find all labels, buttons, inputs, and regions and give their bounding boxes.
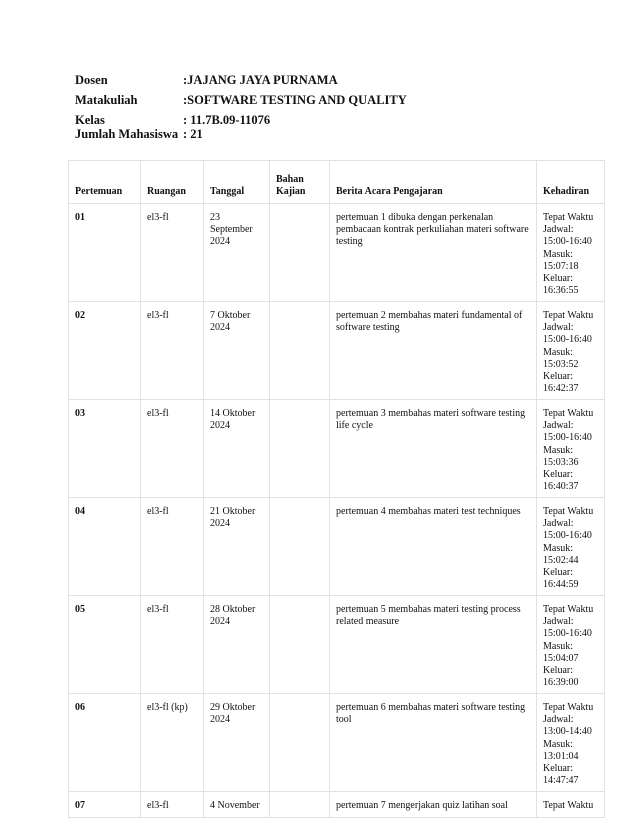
berita-acara-cell: pertemuan 7 mengerjakan quiz latihan soal [330,792,537,818]
kehadiran-status: Tepat Waktu [543,408,594,419]
column-header-bahan-kajian: Bahan Kajian [270,161,330,204]
tanggal-cell: 7 Oktober 2024 [204,302,270,400]
kehadiran-jadwal-label: Jadwal: [543,224,574,236]
kehadiran-keluar-label: Keluar: [543,273,573,285]
table-row [69,400,605,498]
kehadiran-cell [537,498,605,596]
bahan-kajian-cell [270,694,330,792]
kehadiran-keluar-value: 16:36:55 [543,285,579,297]
pertemuan-cell: 04 [69,498,141,596]
matakuliah-value: :SOFTWARE TESTING AND QUALITY [183,93,407,107]
ruangan-cell: el3-fl [141,302,204,400]
table-row [69,498,605,596]
kehadiran-jadwal-value: 15:00-16:40 [543,334,592,346]
table-header-row [69,161,605,204]
kehadiran-status: Tepat Waktu [543,604,594,615]
bahan-kajian-cell [270,400,330,498]
dosen-label: Dosen [75,73,108,87]
attendance-table [68,160,605,818]
bahan-kajian-cell [270,596,330,694]
kehadiran-cell [537,204,605,302]
ruangan-cell: el3-fl [141,400,204,498]
kehadiran-cell [537,596,605,694]
kehadiran-masuk-label: Masuk: [543,444,573,456]
ruangan-cell: el3-fl [141,792,204,818]
matakuliah-label: Matakuliah [75,93,138,107]
tanggal-cell: 4 November [204,792,270,818]
pertemuan-cell: 06 [69,694,141,792]
bahan-kajian-cell [270,498,330,596]
table-row [69,596,605,694]
tanggal-cell: 28 Oktober 2024 [204,596,270,694]
kehadiran-jadwal-label: Jadwal: [543,322,574,334]
kehadiran-keluar-value: 16:39:00 [543,677,579,689]
table-row [69,694,605,792]
pertemuan-cell: 02 [69,302,141,400]
column-header-pertemuan: Pertemuan [69,161,141,204]
berita-acara-cell: pertemuan 2 membahas materi fundamental of software testing [330,302,537,400]
berita-acara-cell: pertemuan 5 membahas materi testing process related measure [330,596,537,694]
kehadiran-jadwal-label: Jadwal: [543,616,574,628]
matakuliah-row [75,93,407,108]
kehadiran-jadwal-label: Jadwal: [543,518,574,530]
table-row [69,302,605,400]
kehadiran-masuk-label: Masuk: [543,346,573,358]
pertemuan-cell: 05 [69,596,141,694]
kehadiran-masuk-value: 15:02:44 [543,554,579,566]
bahan-kajian-cell [270,302,330,400]
kehadiran-cell [537,302,605,400]
kehadiran-keluar-label: Keluar: [543,371,573,383]
kehadiran-keluar-label: Keluar: [543,567,573,579]
ruangan-cell: el3-fl [141,204,204,302]
jumlah-mahasiswa-label: Jumlah Mahasiswa [75,127,179,141]
jumlah-mahasiswa-value: : 21 [183,127,203,141]
ruangan-cell: el3-fl [141,498,204,596]
kehadiran-jadwal-value: 15:00-16:40 [543,628,592,640]
pertemuan-cell: 01 [69,204,141,302]
kehadiran-status: Tepat Waktu [543,702,594,713]
tanggal-cell: 21 Oktober 2024 [204,498,270,596]
jumlah-mahasiswa-row [75,127,203,142]
kehadiran-masuk-value: 13:01:04 [543,750,579,762]
kehadiran-keluar-value: 16:42:37 [543,383,579,395]
kelas-row [75,113,270,128]
kehadiran-jadwal-value: 15:00-16:40 [543,236,592,248]
bahan-kajian-cell [270,792,330,818]
kehadiran-masuk-value: 15:07:18 [543,260,579,272]
column-header-kehadiran: Kehadiran [537,161,605,204]
column-header-ruangan: Ruangan [141,161,204,204]
dosen-value: :JAJANG JAYA PURNAMA [183,73,338,87]
tanggal-cell: 29 Oktober 2024 [204,694,270,792]
kehadiran-cell [537,400,605,498]
kehadiran-keluar-value: 14:47:47 [543,775,579,787]
berita-acara-cell: pertemuan 3 membahas materi software testing life cycle [330,400,537,498]
kelas-value: : 11.7B.09-11076 [183,113,271,127]
kehadiran-jadwal-label: Jadwal: [543,714,574,726]
bahan-kajian-cell [270,204,330,302]
kehadiran-keluar-value: 16:44:59 [543,579,579,591]
kehadiran-masuk-label: Masuk: [543,542,573,554]
kehadiran-cell [537,694,605,792]
pertemuan-cell: 07 [69,792,141,818]
kehadiran-jadwal-value: 15:00-16:40 [543,432,592,444]
tanggal-cell: 23 September 2024 [204,204,270,302]
kehadiran-jadwal-value: 15:00-16:40 [543,530,592,542]
kehadiran-jadwal-label: Jadwal: [543,420,574,432]
berita-acara-cell: pertemuan 1 dibuka dengan perkenalan pembacaan kontrak perkuliahan materi software testing [330,204,537,302]
ruangan-cell: el3-fl [141,596,204,694]
dosen-row [75,73,338,88]
kehadiran-masuk-value: 15:03:36 [543,456,579,468]
berita-acara-cell: pertemuan 4 membahas materi test techniques [330,498,537,596]
kehadiran-cell [537,792,605,818]
kelas-label: Kelas [75,113,105,127]
table-row [69,792,605,818]
pertemuan-cell: 03 [69,400,141,498]
kehadiran-masuk-label: Masuk: [543,738,573,750]
kehadiran-keluar-label: Keluar: [543,665,573,677]
kehadiran-keluar-label: Keluar: [543,763,573,775]
kehadiran-status: Tepat Waktu [543,212,594,223]
kehadiran-keluar-label: Keluar: [543,469,573,481]
tanggal-cell: 14 Oktober 2024 [204,400,270,498]
kehadiran-jadwal-value: 13:00-14:40 [543,726,592,738]
kehadiran-masuk-label: Masuk: [543,248,573,260]
kehadiran-status: Tepat Waktu [543,800,594,811]
kehadiran-masuk-value: 15:03:52 [543,358,579,370]
kehadiran-status: Tepat Waktu [543,506,594,517]
berita-acara-cell: pertemuan 6 membahas materi software testing tool [330,694,537,792]
table-row [69,204,605,302]
column-header-berita-acara: Berita Acara Pengajaran [330,161,537,204]
kehadiran-keluar-value: 16:40:37 [543,481,579,493]
kehadiran-masuk-value: 15:04:07 [543,652,579,664]
column-header-tanggal: Tanggal [204,161,270,204]
kehadiran-status: Tepat Waktu [543,310,594,321]
ruangan-cell: el3-fl (kp) [141,694,204,792]
kehadiran-masuk-label: Masuk: [543,640,573,652]
